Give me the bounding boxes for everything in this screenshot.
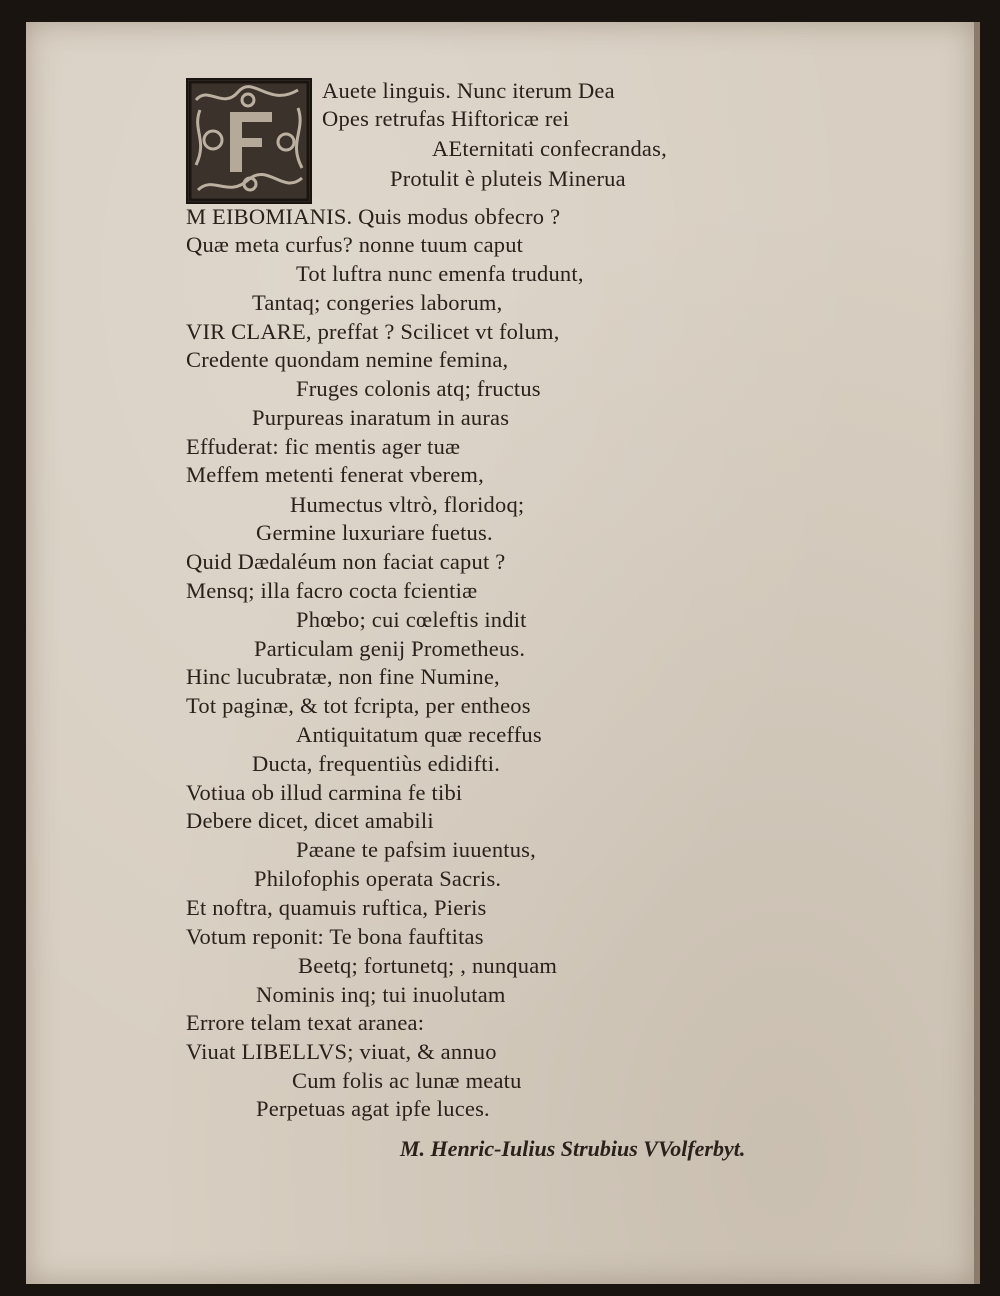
verse-line: Meffem metenti fenerat vberem, [186,462,484,487]
verse-line: Humectus vltrò, floridoq; [290,492,525,517]
verse-line: Particulam genij Prometheus. [254,636,526,661]
verse-line: Votum reponit: Te bona fauftitas [186,924,484,949]
verse-line: Debere dicet, dicet amabili [186,808,434,833]
decorated-initial-icon [186,78,312,204]
verse-line: Phœbo; cui cœleftis indit [296,607,527,632]
verse-line: Tantaq; congeries laborum, [252,290,503,315]
verse-line: Purpureas inaratum in auras [252,405,510,430]
verse-line: AEternitati confecrandas, [432,136,667,161]
verse-line: Quæ meta curfus? nonne tuum caput [186,232,524,257]
verse-line: Errore telam texat aranea: [186,1010,425,1035]
verse-line: Votiua ob illud carmina fe tibi [186,780,463,805]
verse-line: Protulit è pluteis Minerua [390,166,626,191]
verse-line: Credente quondam nemine femina, [186,347,509,372]
verse-line: Tot luftra nunc emenfa trudunt, [296,261,584,286]
verse-line: Germine luxuriare fuetus. [256,520,493,545]
verse-line: Antiquitatum quæ receffus [296,722,542,747]
verse-line: Auete linguis. Nunc iterum Dea [322,78,615,103]
verse-line: Hinc lucubratæ, non fine Numine, [186,664,500,689]
author-signature: M. Henric-Iulius Strubius VVolferbyt. [400,1136,746,1161]
verse-line: VIR CLARE, preffat ? Scilicet vt folum, [186,319,560,344]
verse-line: Mensq; illa facro cocta fcientiæ [186,578,478,603]
verse-line: Beetq; fortunetq; , nunquam [298,953,558,978]
verse-line: Philofophis operata Sacris. [254,866,502,891]
verse-line: M EIBOMIANIS. Quis modus obfecro ? [186,204,561,229]
verse-line: Et noftra, quamuis ruftica, Pieris [186,895,487,920]
verse-line: Viuat LIBELLVS; viuat, & annuo [186,1039,497,1064]
verse-line: Effuderat: fic mentis ager tuæ [186,434,461,459]
verse-line: Pæane te pafsim iuuentus, [296,837,536,862]
verse-line: Opes retrufas Hiftoricæ rei [322,106,570,131]
verse-line: Cum folis ac lunæ meatu [292,1068,522,1093]
verse-line: Perpetuas agat ipfe luces. [256,1096,490,1121]
verse-line: Tot paginæ, & tot fcripta, per entheos [186,693,531,718]
verse-line: Fruges colonis atq; fructus [296,376,541,401]
verse-line: Nominis inq; tui inuolutam [256,982,506,1007]
verse-line: Ducta, frequentiùs edidifti. [252,751,501,776]
verse-line: Quid Dædaléum non faciat caput ? [186,549,506,574]
